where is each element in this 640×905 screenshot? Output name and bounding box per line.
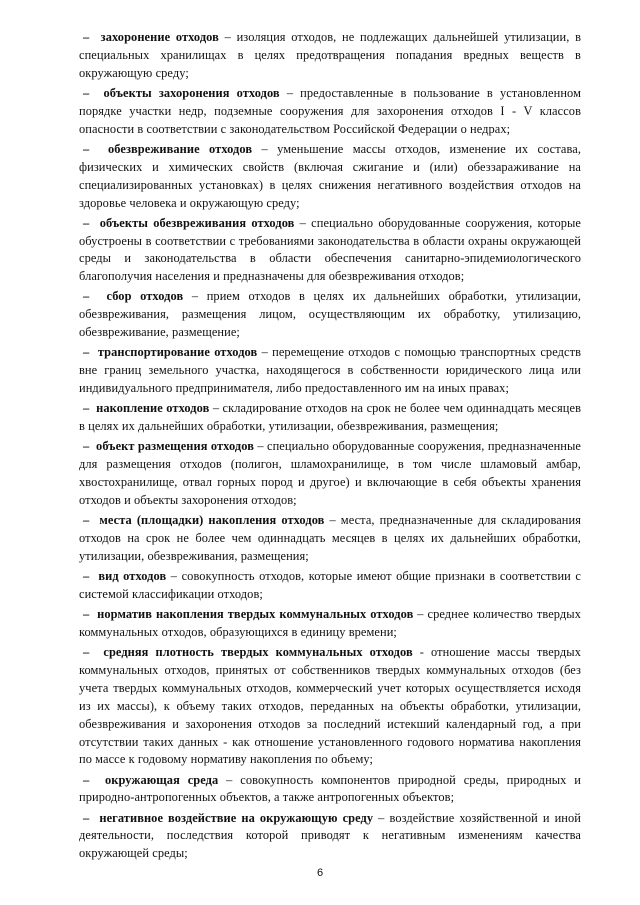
definition-text: – складирование отходов на срок не более чем одиннадцать месяцев в целях их дальнейших обработки, утилизации, обезвреживания, размещения; — [79, 401, 582, 434]
list-dash: – — [83, 30, 90, 44]
definition-item — [79, 288, 581, 342]
definition-item — [79, 344, 581, 398]
definition-item — [79, 810, 581, 864]
definition-item — [79, 29, 581, 83]
definition-term: сбор отходов — [106, 289, 184, 304]
list-dash: – — [83, 810, 90, 825]
list-dash: – — [83, 606, 90, 621]
definition-term: накопление отходов — [96, 401, 210, 416]
definition-item — [79, 772, 581, 808]
definition-text: – уменьшение массы отходов, изменение их состава, физических и химических свойств (включая сжигание и (или) обеззараживание на специализированных установках) в целях снижения негативного воздействия отходов на здоровье человека и окружающую среду; — [79, 141, 581, 210]
definition-text: – совокупность компонентов природной среды, природных и природно-антропогенных объектов, а также антропогенных объектов; — [79, 772, 582, 805]
definition-term: объект размещения отходов — [96, 439, 254, 454]
definition-term: негативное воздействие на окружающую среду — [99, 810, 374, 825]
page-number: 6 — [316, 867, 324, 879]
list-dash: – — [83, 85, 90, 100]
definition-text: - отношение массы твердых коммунальных отходов, принятых от собственников твердых коммунальных отходов (без учета твердых коммунальных отходов, коммерческий учет которых осуществляется исходя из их массы), к объему таких отходов, переданных на объекты обработки, утилизации, обезвреживания и захоронения отходов за последний истекший календарный год, а при отсутствии таких данных - как отношение установленного годового норматива накопления по массе к годовому нормативу накопления по объему; — [79, 644, 581, 767]
definition-text: – перемещение отходов с помощью транспортных средств вне границ земельного участка, находящегося в собственности юридического лица или индивидуального предпринимателя, либо предоставленного им на иных правах; — [79, 345, 581, 396]
list-dash: – — [83, 401, 90, 416]
definition-term: объекты захоронения отходов — [103, 85, 280, 100]
definition-term: места (площадки) накопления отходов — [99, 513, 325, 528]
list-dash: – — [83, 439, 90, 454]
list-dash: – — [83, 215, 90, 230]
definition-term: транспортирование отходов — [97, 345, 258, 360]
definition-item — [79, 85, 581, 139]
list-dash: – — [83, 568, 90, 583]
definition-item — [79, 438, 581, 510]
definition-term: объекты обезвреживания отходов — [99, 215, 295, 230]
definition-item — [79, 644, 581, 769]
definition-item — [79, 512, 581, 566]
definition-term: обезвреживание отходов — [108, 141, 253, 156]
list-dash: – — [83, 141, 90, 156]
definition-text: – воздействие хозяйственной и иной деятельности, последствия которой приводят к негативным изменениям качества окружающей среды; — [79, 810, 581, 861]
definition-item — [79, 141, 581, 213]
list-dash: – — [83, 644, 90, 659]
definition-item — [79, 400, 581, 436]
definition-text: – совокупность отходов, которые имеют общие признаки в соответствии с системой классификации отходов; — [79, 568, 581, 601]
definition-term: захоронение отходов — [100, 30, 219, 44]
definition-text: – предоставленные в пользование в установленном порядке участки недр, подземные сооружения для захоронения отходов I - V классов опасности в соответствии с законодательством Российской Федерации о недрах; — [79, 85, 582, 136]
list-dash: – — [83, 289, 90, 304]
definition-text: – специально оборудованные сооружения, которые обустроены в соответствии с требованиями законодательства в области охраны окружающей среды и законодательства в области обеспечения санитарно-эпидемиологического благополучия населения и предназначены для обезвреживания отходов; — [79, 215, 581, 284]
definition-term: средняя плотность твердых коммунальных отходов — [103, 644, 413, 659]
list-dash: – — [83, 345, 90, 360]
definition-term: окружающая среда — [104, 772, 219, 787]
definition-text: – среднее количество твердых коммунальных отходов, образующихся в единицу времени; — [79, 606, 581, 639]
definition-text: – места, предназначенные для складирования отходов на срок не более чем одиннадцать месяцев в целях их дальнейших обработки, утилизации, обезвреживания, размещения; — [79, 513, 581, 563]
definition-term: норматив накопления твердых коммунальных отходов — [97, 606, 414, 621]
definitions-list — [79, 29, 581, 865]
definition-item — [79, 606, 581, 642]
definition-text: – специально оборудованные сооружения, предназначенные для размещения отходов (полигон, шламохранилище, в том числе шламовый амбар, хвостохранилище, отвал горных пород и другое) и включающие в себя объекты хранения отходов и объекты захоронения отходов; — [79, 439, 582, 507]
definition-text: – прием отходов в целях их дальнейших обработки, утилизации, обезвреживания, размещения лицом, осуществляющим их обработку, утилизацию, обезвреживание, размещение; — [79, 289, 581, 340]
definition-item — [79, 568, 581, 604]
definition-text: – изоляция отходов, не подлежащих дальнейшей утилизации, в специальных хранилищах в целях предотвращения попадания вредных веществ в окружающую среду; — [79, 30, 582, 80]
definition-term: вид отходов — [98, 568, 167, 583]
list-dash: – — [83, 772, 90, 787]
definition-item — [79, 215, 581, 287]
list-dash: – — [83, 513, 90, 528]
